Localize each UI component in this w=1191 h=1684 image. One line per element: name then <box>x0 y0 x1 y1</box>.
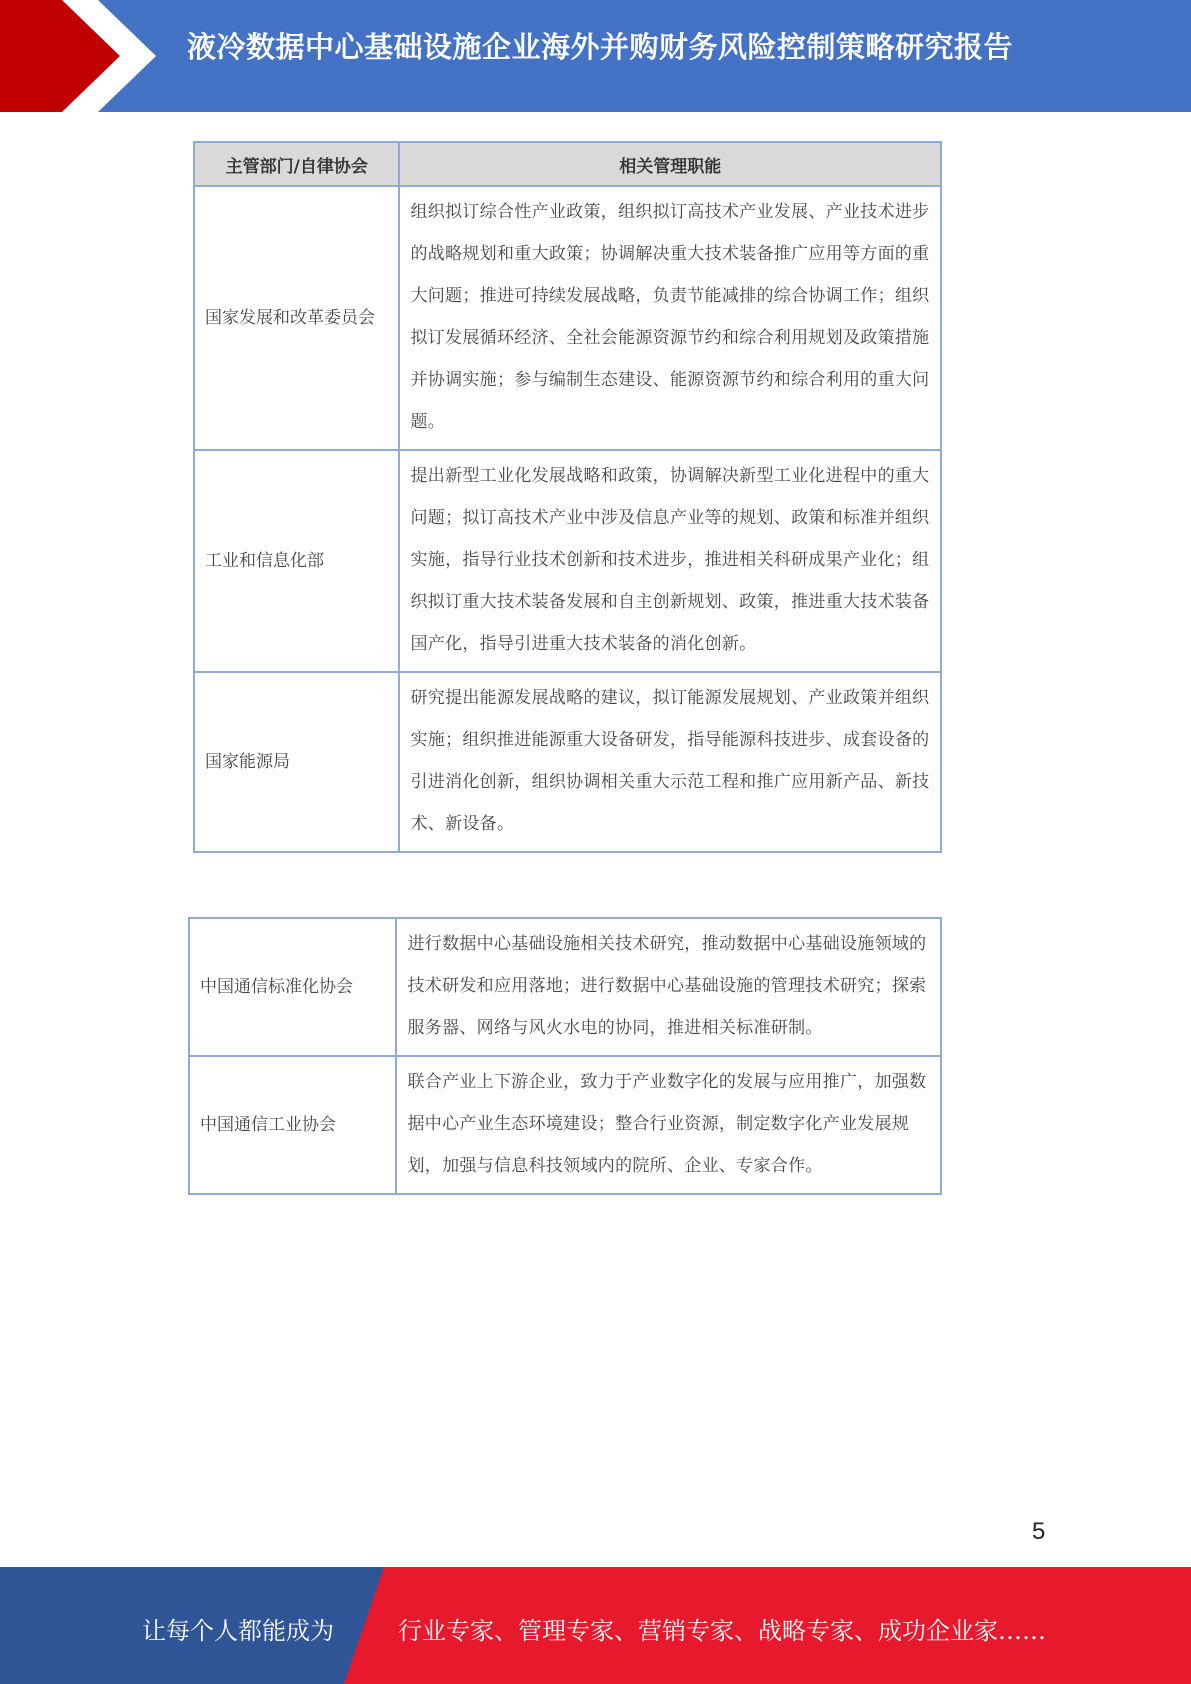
function-cell: 进行数据中心基础设施相关技术研究，推动数据中心基础设施领域的技术研发和应用落地；进行数据中心基础设施的管理技术研究；探索服务器、网络与风火水电的协同，推进相关标准研制。 <box>396 918 941 1056</box>
table-row <box>189 1056 941 1194</box>
regulator-table <box>193 141 942 853</box>
function-cell: 联合产业上下游企业，致力于产业数字化的发展与应用推广，加强数据中心产业生态环境建设；整合行业资源，制定数字化产业发展规划，加强与信息科技领域内的院所、企业、专家合作。 <box>396 1056 941 1194</box>
dept-cell: 中国通信标准化协会 <box>189 918 396 1056</box>
footer-slogan-right: 行业专家、管理专家、营销专家、战略专家、成功企业家…… <box>398 1617 1046 1645</box>
association-table <box>188 917 942 1195</box>
footer-slogan-left: 让每个人都能成为 <box>142 1617 334 1645</box>
dept-cell: 国家能源局 <box>194 672 399 852</box>
function-cell: 组织拟订综合性产业政策，组织拟订高技术产业发展、产业技术进步的战略规划和重大政策；协调解决重大技术装备推广应用等方面的重大问题；推进可持续发展战略，负责节能减排的综合协调工作；组织拟订发展循环经济、全社会能源资源节约和综合利用规划及政策措施并协调实施；参与编制生态建设、能源资源节约和综合利用的重大问题。 <box>399 186 941 450</box>
report-title: 液冷数据中心基础设施企业海外并购财务风险控制策略研究报告 <box>186 30 1013 64</box>
table-header-row <box>194 142 941 186</box>
column-header-dept: 主管部门/自律协会 <box>194 142 399 186</box>
function-cell: 提出新型工业化发展战略和政策，协调解决新型工业化进程中的重大问题；拟订高技术产业中涉及信息产业等的规划、政策和标准并组织实施，指导行业技术创新和技术进步，推进相关科研成果产业化；组织拟订重大技术装备发展和自主创新规划、政策，推进重大技术装备国产化，指导引进重大技术装备的消化创新。 <box>399 450 941 672</box>
footer-banner <box>0 1567 1191 1684</box>
column-header-function: 相关管理职能 <box>399 142 941 186</box>
dept-cell: 国家发展和改革委员会 <box>194 186 399 450</box>
dept-cell: 工业和信息化部 <box>194 450 399 672</box>
table-row <box>194 450 941 672</box>
table-row <box>189 918 941 1056</box>
page-number: 5 <box>1032 1518 1046 1545</box>
table-row <box>194 186 941 450</box>
function-cell: 研究提出能源发展战略的建议，拟订能源发展规划、产业政策并组织实施；组织推进能源重大设备研发，指导能源科技进步、成套设备的引进消化创新，组织协调相关重大示范工程和推广应用新产品、新技术、新设备。 <box>399 672 941 852</box>
header-banner <box>0 0 1191 112</box>
dept-cell: 中国通信工业协会 <box>189 1056 396 1194</box>
table-row <box>194 672 941 852</box>
